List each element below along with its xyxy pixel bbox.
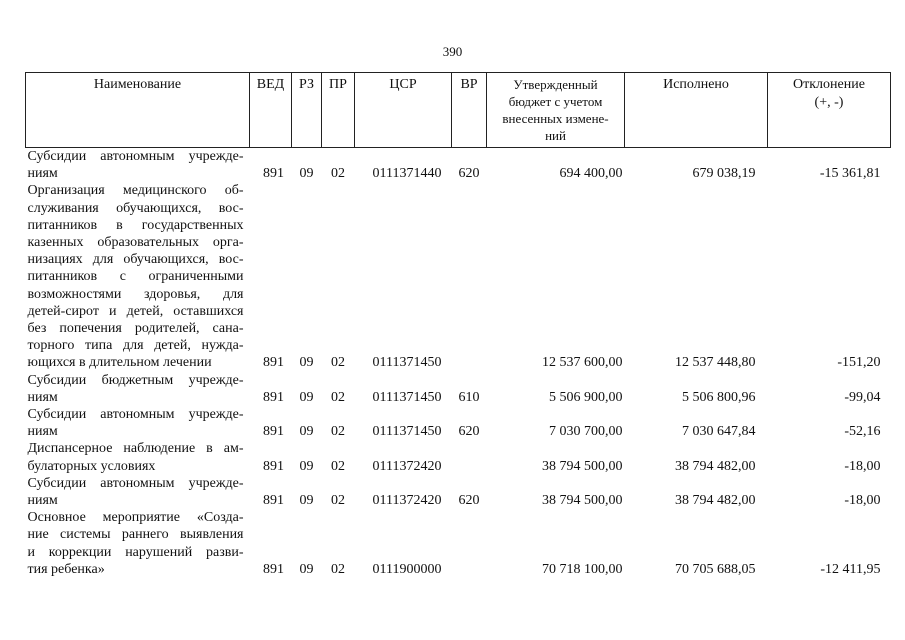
- table-row: [26, 509, 891, 578]
- row-deviation: -151,20: [837, 355, 881, 371]
- header-vr: ВР: [452, 73, 487, 148]
- row-approved: 38 794 500,00: [542, 458, 623, 474]
- row-csr: 0111371450: [372, 355, 442, 371]
- row-name-line: Основное мероприятие «Созда-: [27, 510, 244, 526]
- row-rz: 09: [299, 424, 314, 440]
- row-name-line: Субсидии автономным учрежде-: [27, 407, 244, 423]
- row-vr: [452, 509, 487, 578]
- row-ved: 891: [263, 424, 284, 440]
- row-name-line: казенных образовательных орга-: [27, 235, 244, 251]
- row-name-line: детей-сирот и детей, оставшихся: [27, 303, 244, 319]
- row-executed: 70 705 688,05: [675, 561, 756, 577]
- row-approved: 5 506 900,00: [549, 389, 623, 405]
- row-name-line: тия ребенка»: [27, 561, 105, 577]
- row-ved: 891: [263, 389, 284, 405]
- row-rz: 09: [299, 355, 314, 371]
- row-name-line: Субсидии автономным учрежде-: [27, 149, 244, 164]
- row-ved: 891: [263, 493, 284, 509]
- row-rz: 09: [299, 561, 314, 577]
- row-deviation: -15 361,81: [819, 166, 881, 182]
- row-rz: 09: [299, 458, 314, 474]
- row-name: [26, 406, 250, 440]
- row-executed: 38 794 482,00: [675, 493, 756, 509]
- row-deviation: -52,16: [844, 424, 881, 440]
- table-row: [26, 372, 891, 406]
- row-approved: 694 400,00: [559, 166, 623, 182]
- row-vr: 620: [458, 166, 480, 182]
- row-name-line: служивания обучающихся, вос-: [27, 200, 244, 216]
- row-executed: 12 537 448,80: [675, 355, 756, 371]
- row-csr: 0111372420: [372, 458, 442, 474]
- row-approved: 38 794 500,00: [542, 493, 623, 509]
- header-executed: Исполнено: [625, 73, 768, 148]
- row-vr: [452, 182, 487, 371]
- row-executed: 679 038,19: [692, 166, 756, 182]
- row-pr: 02: [331, 355, 345, 371]
- row-rz: 09: [299, 166, 314, 182]
- row-ved: 891: [263, 561, 284, 577]
- header-approved: [487, 73, 625, 148]
- header-ved: ВЕД: [250, 73, 292, 148]
- header-deviation: [768, 73, 891, 148]
- page-number: 390: [442, 44, 463, 59]
- row-name-line: ниям: [27, 424, 58, 440]
- row-name-line: Субсидии автономным учрежде-: [27, 475, 244, 491]
- row-approved: 7 030 700,00: [549, 424, 623, 440]
- row-rz: 09: [299, 493, 314, 509]
- header-deviation-line: Отклонение: [793, 77, 865, 92]
- row-vr: [452, 440, 487, 474]
- row-name: [26, 509, 250, 578]
- row-csr: 0111372420: [372, 493, 442, 509]
- row-name-line: возможностями здоровья, для: [27, 286, 244, 302]
- row-name-line: ниям: [27, 166, 58, 182]
- row-name: [26, 440, 250, 474]
- row-pr: 02: [331, 493, 345, 509]
- row-name: [26, 182, 250, 371]
- table-header: [26, 73, 891, 148]
- row-name-line: Субсидии бюджетным учрежде-: [27, 372, 244, 388]
- row-approved: 70 718 100,00: [542, 561, 623, 577]
- row-deviation: -99,04: [844, 389, 881, 405]
- row-csr: 0111900000: [372, 561, 442, 577]
- row-name-line: ние системы раннего выявления: [27, 527, 244, 543]
- row-rz: 09: [299, 389, 314, 405]
- table-body: [26, 148, 891, 579]
- header-rz: РЗ: [292, 73, 322, 148]
- row-executed: 5 506 800,96: [682, 389, 756, 405]
- row-csr: 0111371440: [372, 166, 442, 182]
- row-name: [26, 148, 250, 183]
- header-deviation-line: (+, -): [814, 94, 844, 110]
- row-csr: 0111371450: [372, 424, 442, 440]
- row-approved: 12 537 600,00: [542, 355, 623, 371]
- row-csr: 0111371450: [372, 389, 442, 405]
- row-name-line: Диспансерное наблюдение в ам-: [27, 441, 244, 457]
- table-row: [26, 406, 891, 440]
- header-name: Наименование: [26, 73, 250, 148]
- table-row: [26, 440, 891, 474]
- row-pr: 02: [331, 389, 345, 405]
- row-name-line: ниям: [27, 493, 58, 509]
- row-deviation: -12 411,95: [820, 561, 881, 577]
- row-deviation: -18,00: [844, 458, 881, 474]
- row-name-line: низациях для обучающихся, вос-: [27, 252, 244, 268]
- row-vr: 620: [458, 424, 480, 440]
- row-pr: 02: [331, 458, 345, 474]
- row-name-line: торного типа для детей, нужда-: [27, 338, 244, 354]
- row-pr: 02: [331, 166, 345, 182]
- table-row: [26, 148, 891, 183]
- table-row: [26, 182, 891, 371]
- row-vr: 610: [458, 389, 480, 405]
- row-name: [26, 372, 250, 406]
- row-name-line: ниям: [27, 389, 58, 405]
- header-approved-line: Утвержденный: [513, 77, 598, 92]
- header-approved-line: внесенных измене-: [502, 111, 609, 126]
- row-deviation: -18,00: [844, 493, 881, 509]
- row-ved: 891: [263, 355, 284, 371]
- row-name-line: без попечения родителей, сана-: [27, 321, 244, 337]
- row-name-line: ющихся в длительном лечении: [27, 355, 212, 371]
- table-row: [26, 475, 891, 509]
- row-name-line: питанников в государственных: [27, 217, 244, 233]
- row-name-line: и коррекции нарушений разви-: [27, 544, 244, 560]
- row-executed: 38 794 482,00: [675, 458, 756, 474]
- row-name-line: булаторных условиях: [27, 458, 156, 474]
- row-executed: 7 030 647,84: [682, 424, 756, 440]
- header-approved-line: бюджет с учетом: [508, 94, 603, 109]
- row-pr: 02: [331, 561, 345, 577]
- header-approved-line: ний: [545, 128, 566, 143]
- budget-table: [25, 72, 891, 578]
- header-csr: ЦСР: [355, 73, 452, 148]
- row-name-line: Организация медицинского об-: [27, 183, 244, 199]
- row-name: [26, 475, 250, 509]
- row-name-line: питанников с ограниченными: [27, 269, 244, 285]
- header-pr: ПР: [322, 73, 355, 148]
- row-ved: 891: [263, 166, 284, 182]
- row-ved: 891: [263, 458, 284, 474]
- row-pr: 02: [331, 424, 345, 440]
- row-vr: 620: [458, 493, 480, 509]
